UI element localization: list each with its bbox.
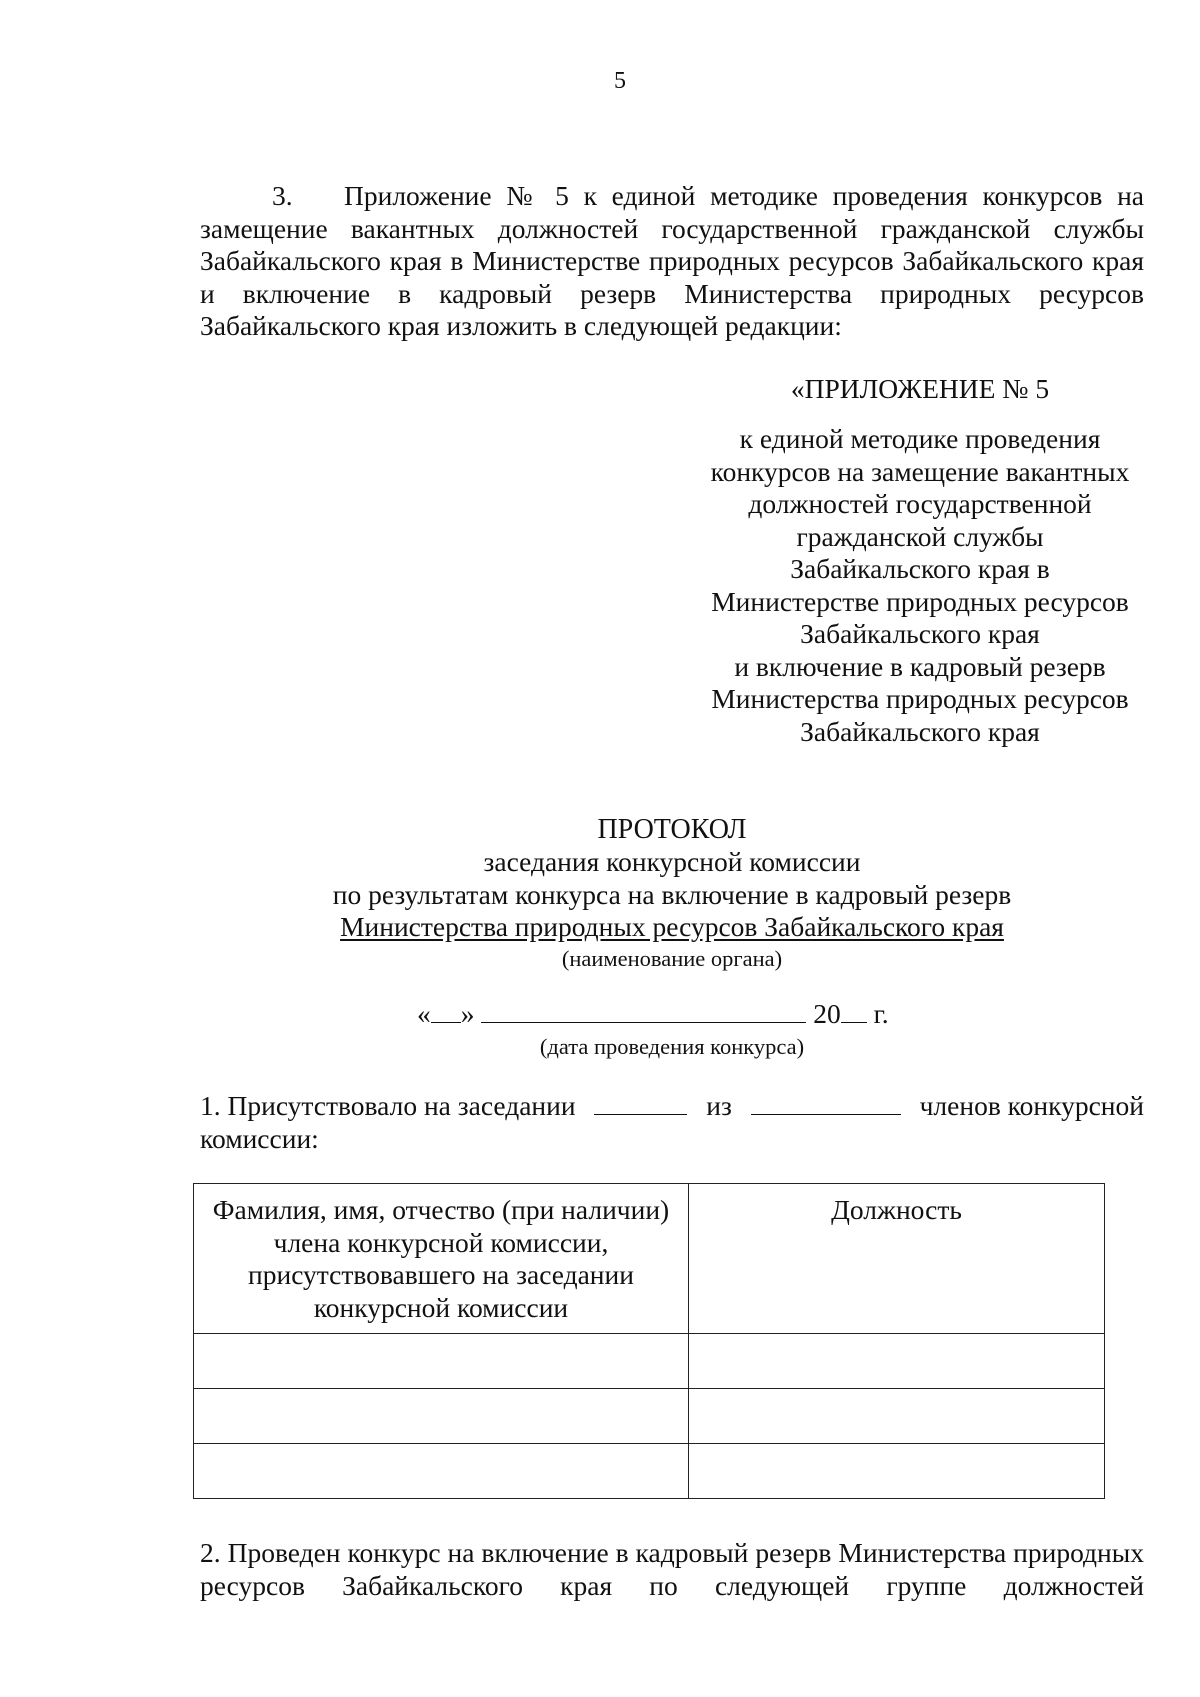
protocol-subtitle-line-2: по результатам конкурса на включение в кадровый резерв — [332, 879, 1012, 910]
table-row — [194, 1444, 1105, 1499]
paragraph-1 — [200, 1090, 1144, 1155]
paragraph-3 — [200, 180, 1144, 343]
year-blank — [841, 998, 867, 1023]
appendix-line: Забайкальского края — [800, 715, 1040, 747]
appendix-title: «ПРИЛОЖЕНИЕ № 5 — [790, 373, 1050, 404]
table-row — [194, 1389, 1105, 1444]
table-cell — [689, 1334, 1105, 1389]
appendix-heading — [700, 423, 1140, 748]
date-open-quote: « — [417, 998, 431, 1029]
appendix-line: и включение в кадровый резерв — [734, 650, 1106, 682]
table-row — [194, 1334, 1105, 1389]
day-blank — [431, 998, 461, 1023]
paragraph-1-text-d: комиссии: — [200, 1122, 319, 1154]
table-cell — [194, 1444, 689, 1499]
table-cell — [689, 1444, 1105, 1499]
table-header-row — [194, 1184, 1105, 1334]
appendix-line: гражданской службы — [796, 520, 1044, 552]
appendix-line: должностей государственной — [748, 488, 1092, 519]
table-cell — [194, 1389, 689, 1444]
appendix-line: Забайкальского края в — [790, 553, 1050, 584]
protocol-date-line — [417, 998, 889, 1030]
date-close-quote: » — [460, 998, 475, 1029]
header-full-name: Фамилия, имя, отчество (при наличии) члена конкурсной комиссии, присутствовавшего на заседании конкурсной комиссии — [194, 1184, 689, 1334]
paragraph-3-text: Приложение № 5 к единой методике проведения конкурсов на замещение вакантных должностей государственной гражданской службы Забайкальского края в Министерстве природных ресурсов Забайкальского края и включение в кадровый резерв Министерства природных ресурсов Забайкальского края изложить в следующей редакции: — [200, 180, 1144, 341]
present-count-blank — [594, 1090, 687, 1115]
appendix-line: к единой методике проведения — [739, 423, 1101, 454]
paragraph-1-text-a: 1. Присутствовало на заседании — [200, 1090, 576, 1121]
protocol-title: ПРОТОКОЛ — [597, 814, 747, 845]
table-cell — [194, 1334, 689, 1389]
page-number: 5 — [614, 68, 626, 94]
appendix-line: Министерства природных ресурсов — [711, 683, 1129, 714]
total-count-blank — [751, 1090, 901, 1115]
appendix-line: конкурсов на замещение вакантных — [710, 455, 1130, 487]
protocol-subtitle-line-1: заседания конкурсной комиссии — [483, 846, 861, 877]
month-blank — [481, 998, 806, 1023]
paragraph-2: 2. Проведен конкурс на включение в кадровый резерв Министерства природных ресурсов Забайкальского края по следующей группе должностей — [200, 1537, 1144, 1601]
table-cell — [689, 1389, 1105, 1444]
paragraph-3-number: 3. — [272, 180, 293, 211]
year-prefix: 20 — [813, 998, 841, 1029]
appendix-line: Забайкальского края — [800, 618, 1040, 649]
header-position: Должность — [689, 1184, 1105, 1334]
paragraph-1-text-b: из — [706, 1090, 732, 1121]
protocol-organ-name: Министерства природных ресурсов Забайкальского края — [340, 911, 1004, 942]
paragraph-1-text-c: членов конкурсной — [919, 1090, 1144, 1121]
appendix-line: Министерстве природных ресурсов — [711, 585, 1129, 617]
date-caption: (дата проведения конкурса) — [539, 1034, 805, 1059]
members-table — [193, 1183, 1105, 1499]
year-suffix: г. — [873, 998, 889, 1029]
organ-name-caption: (наименование органа) — [561, 946, 783, 971]
